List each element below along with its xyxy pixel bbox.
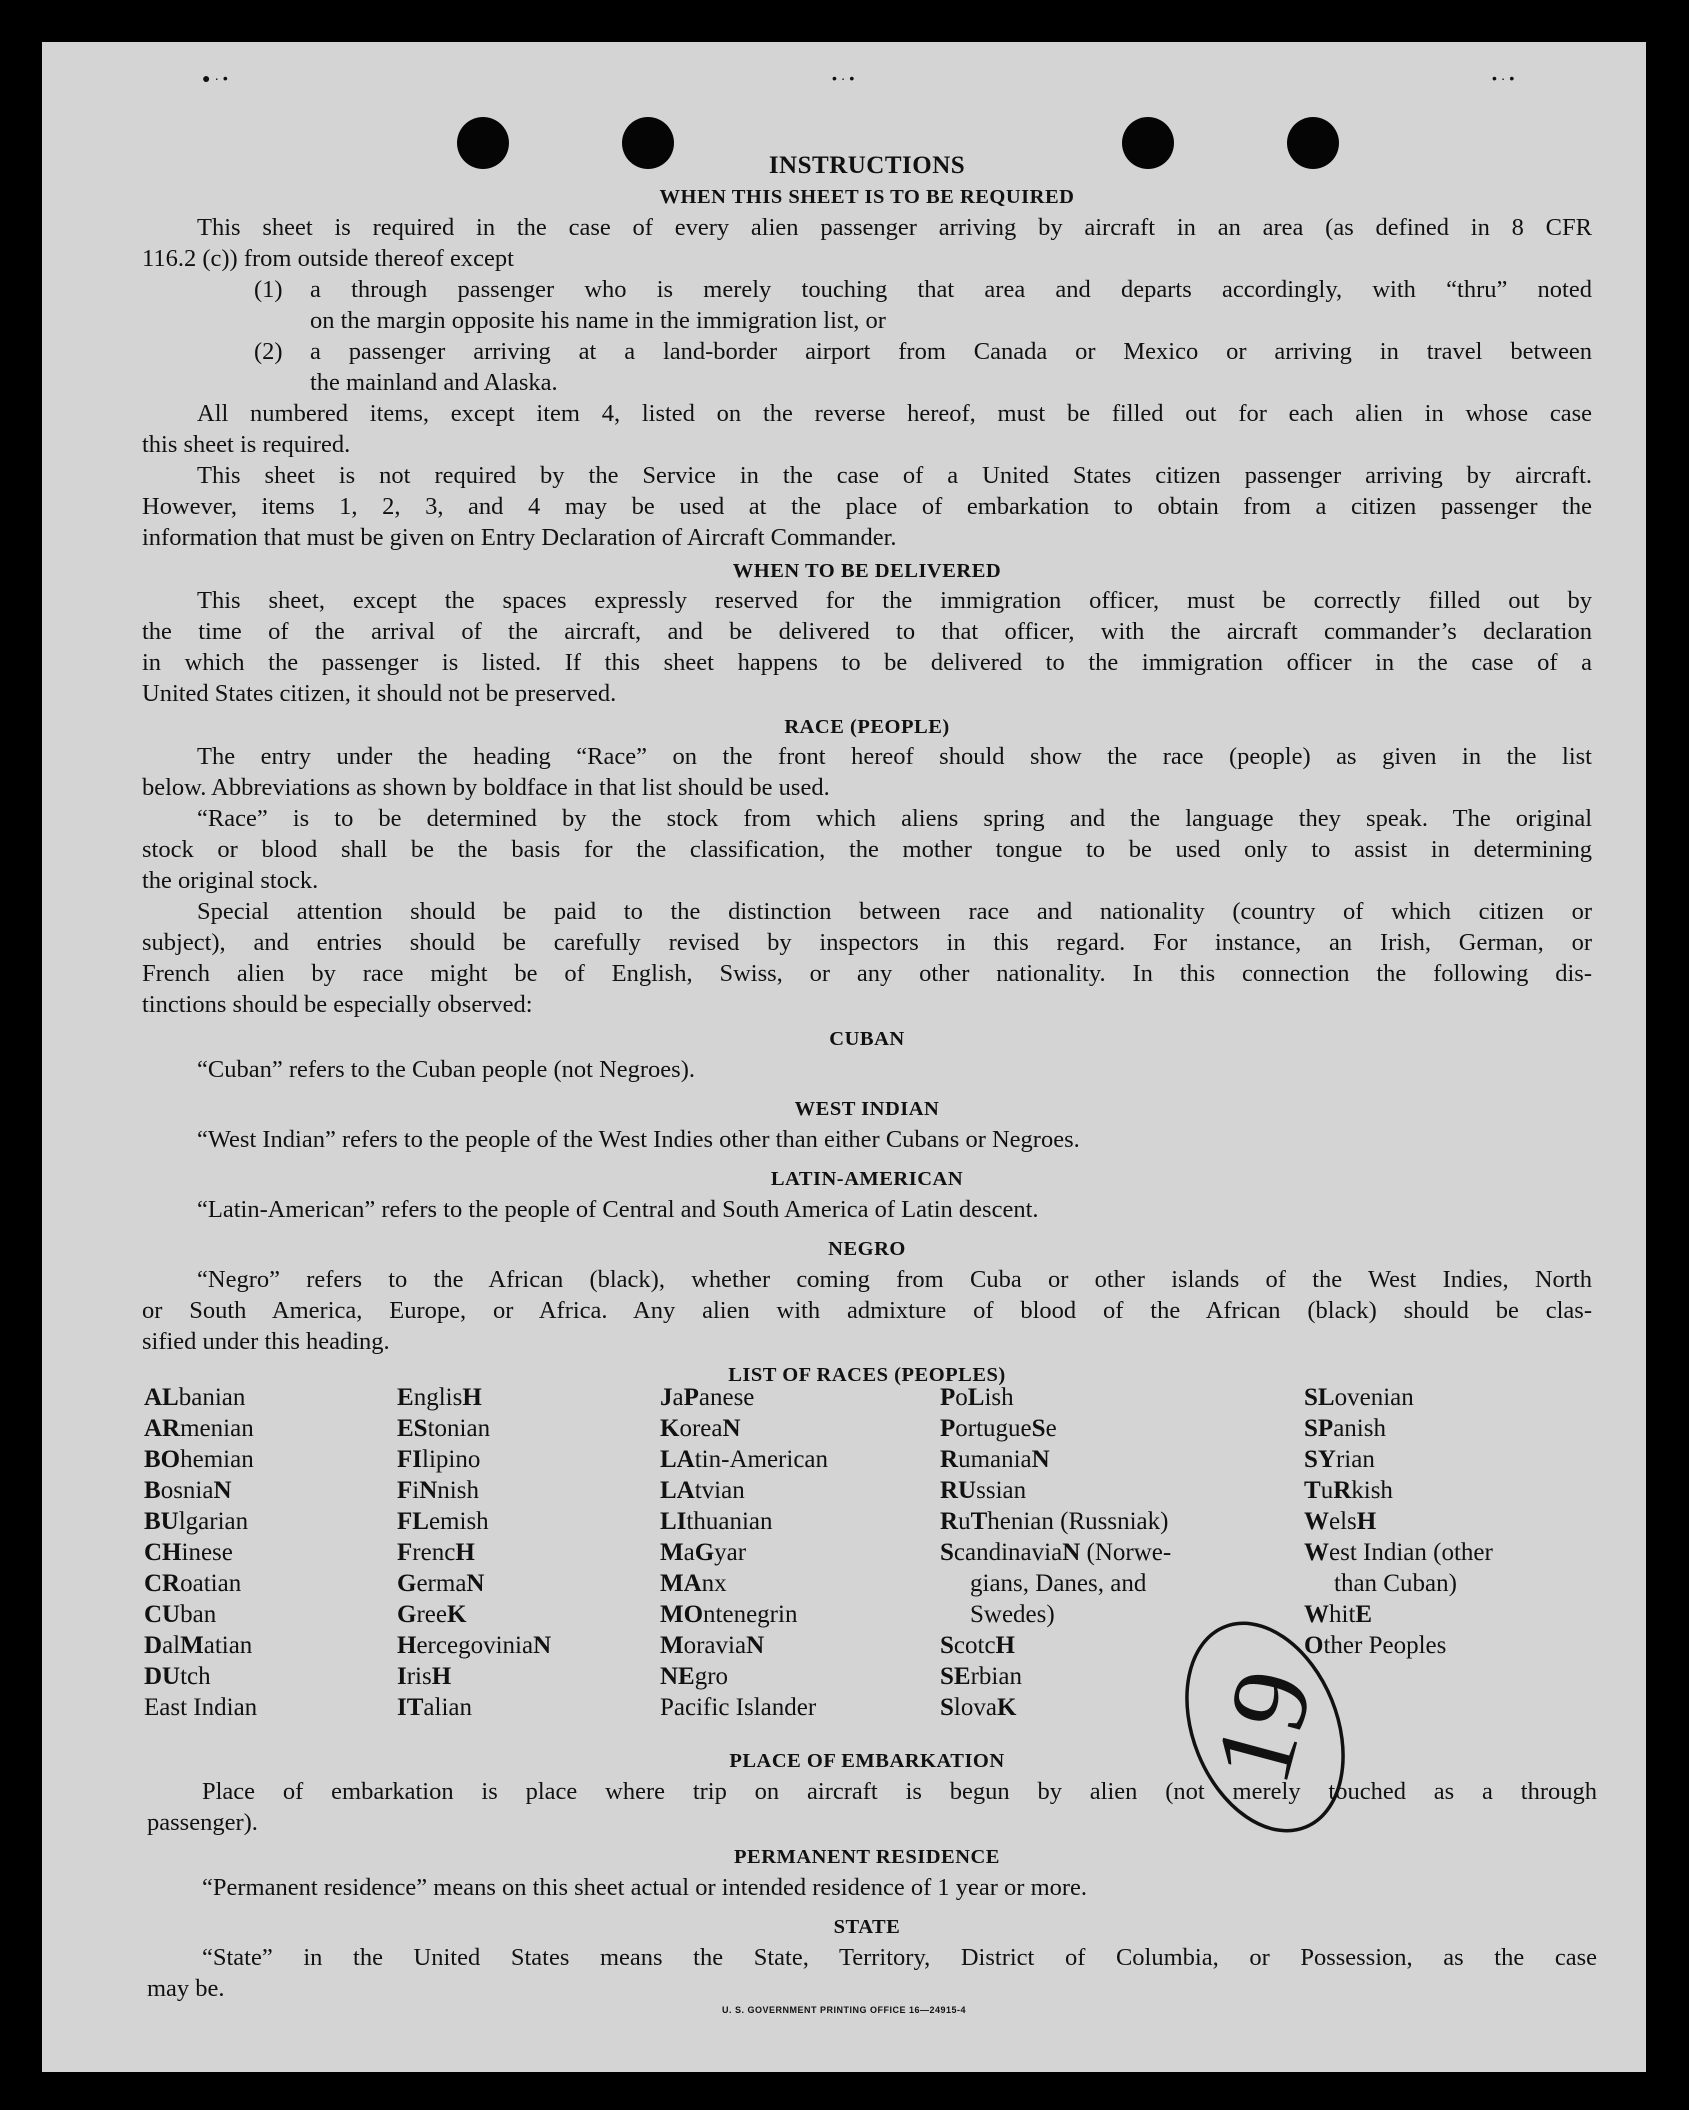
race-abbreviation: MA xyxy=(660,1570,702,1597)
race-name: than Cuban) xyxy=(1334,1570,1457,1597)
paragraph-line: 116.2 (c)) from outside thereof except xyxy=(142,245,514,272)
section-heading: LATIN-AMERICAN xyxy=(770,1168,964,1190)
race-entry xyxy=(940,1506,1280,1537)
race-entry xyxy=(1304,1537,1594,1568)
race-name: emish xyxy=(428,1508,489,1535)
race-abbreviation: W xyxy=(1304,1601,1329,1628)
race-abbreviation: S xyxy=(940,1539,954,1566)
race-abbreviation: W xyxy=(1304,1539,1329,1566)
scan-mark: ● · • xyxy=(202,70,228,86)
race-abbreviation: L xyxy=(967,1384,985,1411)
race-name: nish xyxy=(437,1477,479,1504)
paragraph-line: “Cuban” refers to the Cuban people (not Negroes). xyxy=(197,1056,695,1083)
race-abbreviation: S xyxy=(940,1632,954,1659)
race-name: renc xyxy=(412,1539,456,1566)
paragraph-line: However, items 1, 2, 3, and 4 may be used at the place of embarkation to obtain from a citizen passenger the xyxy=(142,493,1592,520)
section-heading: WEST INDIAN xyxy=(794,1098,940,1120)
race-abbreviation: NE xyxy=(660,1663,695,1690)
race-entry xyxy=(144,1475,374,1506)
race-entry xyxy=(660,1475,920,1506)
race-abbreviation: SP xyxy=(1304,1415,1334,1442)
section-heading: STATE xyxy=(833,1916,901,1938)
race-name: atian xyxy=(203,1632,253,1659)
race-name: al xyxy=(162,1632,181,1659)
section-heading: NEGRO xyxy=(828,1238,906,1260)
section-heading: CUBAN xyxy=(829,1028,905,1050)
race-abbreviation: LI xyxy=(660,1508,687,1535)
paragraph-line: “State” in the United States means the State, Territory, District of Columbia, or Possession, as the case xyxy=(202,1944,1597,1971)
race-abbreviation: G xyxy=(397,1570,417,1597)
race-entry xyxy=(397,1599,647,1630)
race-entry xyxy=(144,1630,374,1661)
paragraph-line: This sheet is required in the case of every alien passenger arriving by aircraft in an area (as defined in 8 CFR xyxy=(197,214,1592,241)
paragraph-line: the mainland and Alaska. xyxy=(310,369,558,396)
section-heading: RACE (PEOPLE) xyxy=(784,716,950,738)
paragraph-line: in which the passenger is listed. If this sheet happens to be delivered to the immigration officer in the case of a xyxy=(142,649,1592,676)
race-entry xyxy=(660,1537,920,1568)
race-name: Swedes) xyxy=(970,1601,1055,1628)
race-name: tin-American xyxy=(694,1446,829,1473)
race-entry xyxy=(660,1661,920,1692)
race-abbreviation: G xyxy=(397,1601,417,1628)
race-name: henian (Russniak) xyxy=(987,1508,1169,1535)
paragraph-line: “West Indian” refers to the people of the West Indies other than either Cubans or Negroes. xyxy=(197,1126,1080,1153)
race-name: inese xyxy=(181,1539,233,1566)
race-abbreviation: SL xyxy=(1304,1384,1335,1411)
race-entry xyxy=(1304,1413,1594,1444)
race-name: (Norwe- xyxy=(1080,1539,1172,1566)
race-column xyxy=(660,1382,920,1723)
race-entry xyxy=(660,1630,920,1661)
race-column xyxy=(397,1382,647,1723)
race-abbreviation: R xyxy=(940,1446,959,1473)
race-abbreviation: MO xyxy=(660,1601,704,1628)
race-abbreviation: ES xyxy=(397,1415,428,1442)
race-name: nglis xyxy=(413,1384,463,1411)
race-entry xyxy=(397,1568,647,1599)
race-abbreviation: CU xyxy=(144,1601,181,1628)
race-abbreviation: P xyxy=(683,1384,699,1411)
race-name: kish xyxy=(1351,1477,1393,1504)
race-abbreviation: E xyxy=(1355,1601,1373,1628)
race-entry xyxy=(660,1382,920,1413)
race-abbreviation: N xyxy=(746,1632,765,1659)
race-abbreviation: R xyxy=(940,1508,959,1535)
section-heading: WHEN TO BE DELIVERED xyxy=(732,560,1002,582)
race-abbreviation: N xyxy=(1062,1539,1081,1566)
race-entry xyxy=(660,1444,920,1475)
race-abbreviation: BO xyxy=(144,1446,181,1473)
race-entry xyxy=(940,1568,1280,1599)
paragraph-line: a passenger arriving at a land-border airport from Canada or Mexico or arriving in travel between xyxy=(310,338,1592,365)
race-abbreviation: AL xyxy=(144,1384,179,1411)
section-heading: PLACE OF EMBARKATION xyxy=(729,1750,1005,1772)
race-abbreviation: DU xyxy=(144,1663,181,1690)
race-abbreviation: SY xyxy=(1304,1446,1336,1473)
race-name: lgarian xyxy=(178,1508,249,1535)
race-entry xyxy=(1304,1444,1594,1475)
race-abbreviation: M xyxy=(660,1539,684,1566)
race-abbreviation: M xyxy=(660,1632,684,1659)
race-abbreviation: N xyxy=(533,1632,552,1659)
race-name: banian xyxy=(178,1384,246,1411)
race-entry xyxy=(660,1568,920,1599)
race-entry xyxy=(660,1599,920,1630)
race-abbreviation: N xyxy=(213,1477,232,1504)
race-abbreviation: S xyxy=(1031,1415,1046,1442)
race-entry xyxy=(144,1382,374,1413)
race-entry xyxy=(1304,1382,1594,1413)
race-entry xyxy=(660,1413,920,1444)
race-name: orea xyxy=(679,1415,723,1442)
paragraph-line: The entry under the heading “Race” on the front hereof should show the race (people) as given in the list xyxy=(197,743,1592,770)
race-name: ortugue xyxy=(955,1415,1032,1442)
race-abbreviation: N xyxy=(722,1415,741,1442)
paragraph-line: on the margin opposite his name in the immigration list, or xyxy=(310,307,886,334)
paragraph-line: information that must be given on Entry Declaration of Aircraft Commander. xyxy=(142,524,897,551)
race-abbreviation: N xyxy=(466,1570,485,1597)
paragraph-line: the original stock. xyxy=(142,867,319,894)
paragraph-line: a through passenger who is merely touching that area and departs accordingly, with “thru” noted xyxy=(310,276,1592,303)
race-abbreviation: SE xyxy=(940,1663,971,1690)
paragraph-line: Place of embarkation is place where trip on aircraft is begun by alien (not merely touched as a through xyxy=(202,1778,1597,1805)
race-name: umania xyxy=(958,1446,1032,1473)
race-name: alian xyxy=(423,1694,472,1721)
race-name: oravia xyxy=(683,1632,747,1659)
race-name: est Indian (other xyxy=(1329,1539,1493,1566)
race-name: Pacific Islander xyxy=(660,1694,817,1721)
race-abbreviation: T xyxy=(970,1508,988,1535)
race-name: menian xyxy=(180,1415,254,1442)
race-entry xyxy=(940,1475,1280,1506)
race-abbreviation: RU xyxy=(940,1477,977,1504)
race-entry xyxy=(1304,1568,1594,1599)
race-abbreviation: F xyxy=(397,1477,413,1504)
paragraph-line: “Latin-American” refers to the people of Central and South America of Latin descent. xyxy=(197,1196,1039,1223)
paragraph-line: tinctions should be especially observed: xyxy=(142,991,533,1018)
race-abbreviation: T xyxy=(1304,1477,1321,1504)
paragraph-line: this sheet is required. xyxy=(142,431,351,458)
race-name: o xyxy=(955,1384,968,1411)
race-abbreviation: H xyxy=(455,1539,475,1566)
race-name: rbian xyxy=(970,1663,1022,1690)
race-abbreviation: K xyxy=(446,1601,467,1628)
race-entry xyxy=(1304,1506,1594,1537)
race-abbreviation: J xyxy=(660,1384,673,1411)
race-name: ther Peoples xyxy=(1323,1632,1447,1659)
race-name: erma xyxy=(416,1570,467,1597)
paragraph-line: below. Abbreviations as shown by boldface in that list should be used. xyxy=(142,774,830,801)
paragraph-line: passenger). xyxy=(147,1809,258,1836)
race-entry xyxy=(144,1568,374,1599)
paragraph-line: “Race” is to be determined by the stock from which aliens spring and the language they speak. The original xyxy=(197,805,1592,832)
race-name: ntenegrin xyxy=(703,1601,798,1628)
race-entry xyxy=(397,1661,647,1692)
race-abbreviation: S xyxy=(940,1694,954,1721)
race-name: ban xyxy=(180,1601,217,1628)
race-entry xyxy=(940,1537,1280,1568)
race-name: hit xyxy=(1329,1601,1356,1628)
race-name: ercegovinia xyxy=(416,1632,534,1659)
race-abbreviation: CR xyxy=(144,1570,181,1597)
race-abbreviation: H xyxy=(397,1632,417,1659)
section-heading: LIST OF RACES (PEOPLES) xyxy=(728,1364,1006,1386)
race-entry xyxy=(144,1692,374,1723)
paragraph-line: sified under this heading. xyxy=(142,1328,390,1355)
race-entry xyxy=(397,1382,647,1413)
race-abbreviation: W xyxy=(1304,1508,1329,1535)
paragraph-line: “Negro” refers to the African (black), whether coming from Cuba or other islands of the West Indies, North xyxy=(197,1266,1592,1293)
race-name: a xyxy=(672,1384,684,1411)
paragraph-line: subject), and entries should be carefully revised by inspectors in this regard. For instance, an Irish, German, or xyxy=(142,929,1592,956)
paragraph-line: This sheet, except the spaces expressly reserved for the immigration officer, must be correctly filled out by xyxy=(197,587,1592,614)
race-name: yar xyxy=(714,1539,747,1566)
race-name: rian xyxy=(1335,1446,1375,1473)
race-abbreviation: G xyxy=(694,1539,715,1566)
race-entry xyxy=(144,1599,374,1630)
race-abbreviation: FI xyxy=(397,1446,422,1473)
race-abbreviation: N xyxy=(419,1477,438,1504)
race-abbreviation: H xyxy=(431,1663,452,1690)
race-name: gians, Danes, and xyxy=(970,1570,1147,1597)
race-entry xyxy=(940,1413,1280,1444)
paragraph-line: stock or blood shall be the basis for the classification, the mother tongue to be used only to assist in determining xyxy=(142,836,1592,863)
race-abbreviation: CH xyxy=(144,1539,182,1566)
race-name: East Indian xyxy=(144,1694,258,1721)
list-number: (1) xyxy=(254,276,283,303)
race-name: lipino xyxy=(422,1446,481,1473)
race-entry xyxy=(144,1661,374,1692)
race-abbreviation: N xyxy=(1031,1446,1050,1473)
paragraph-line: This sheet is not required by the Service in the case of a United States citizen passenger arriving by aircraft. xyxy=(197,462,1592,489)
race-abbreviation: K xyxy=(660,1415,680,1442)
paragraph-line: the time of the arrival of the aircraft, and be delivered to that officer, with the aircraft commander’s declaration xyxy=(142,618,1592,645)
race-entry xyxy=(397,1475,647,1506)
race-abbreviation: B xyxy=(144,1477,161,1504)
race-name: tch xyxy=(180,1663,211,1690)
race-abbreviation: H xyxy=(1356,1508,1377,1535)
race-entry xyxy=(397,1630,647,1661)
race-name: ris xyxy=(406,1663,432,1690)
race-abbreviation: I xyxy=(397,1663,407,1690)
race-abbreviation: LA xyxy=(660,1477,695,1504)
race-name: oatian xyxy=(180,1570,242,1597)
paragraph-line: “Permanent residence” means on this sheet actual or intended residence of 1 year or more. xyxy=(202,1874,1088,1901)
race-name: a xyxy=(683,1539,695,1566)
race-abbreviation: E xyxy=(397,1384,414,1411)
race-name: ssian xyxy=(976,1477,1027,1504)
race-abbreviation: K xyxy=(996,1694,1017,1721)
race-name: thuanian xyxy=(686,1508,773,1535)
scan-mark: • · • xyxy=(832,70,855,86)
race-abbreviation: H xyxy=(462,1384,482,1411)
race-entry xyxy=(397,1692,647,1723)
paragraph-line: Special attention should be paid to the distinction between race and nationality (country of which citizen or xyxy=(197,898,1592,925)
document-page xyxy=(42,42,1646,2072)
race-entry xyxy=(940,1382,1280,1413)
section-heading: WHEN THIS SHEET IS TO BE REQUIRED xyxy=(659,186,1075,208)
race-entry xyxy=(940,1444,1280,1475)
page-title: INSTRUCTIONS xyxy=(768,152,966,179)
race-entry xyxy=(144,1537,374,1568)
race-entry xyxy=(660,1692,920,1723)
section-heading: PERMANENT RESIDENCE xyxy=(734,1846,1000,1868)
race-name: tonian xyxy=(427,1415,491,1442)
race-entry xyxy=(397,1506,647,1537)
race-entry xyxy=(660,1506,920,1537)
race-name: ovenian xyxy=(1334,1384,1414,1411)
race-abbreviation: AR xyxy=(144,1415,181,1442)
race-abbreviation: P xyxy=(940,1384,956,1411)
race-name: ree xyxy=(416,1601,447,1628)
race-name: e xyxy=(1045,1415,1057,1442)
race-name: anese xyxy=(698,1384,755,1411)
race-entry xyxy=(1304,1475,1594,1506)
race-abbreviation: R xyxy=(1333,1477,1352,1504)
race-entry xyxy=(397,1537,647,1568)
race-abbreviation: FL xyxy=(397,1508,429,1535)
race-abbreviation: BU xyxy=(144,1508,179,1535)
race-name: i xyxy=(412,1477,420,1504)
paragraph-line: or South America, Europe, or Africa. Any alien with admixture of blood of the African (black) should be clas- xyxy=(142,1297,1592,1324)
scan-mark: • · • xyxy=(1492,70,1515,86)
race-abbreviation: H xyxy=(995,1632,1015,1659)
race-name: cotc xyxy=(953,1632,996,1659)
race-entry xyxy=(144,1506,374,1537)
race-abbreviation: F xyxy=(397,1539,413,1566)
race-abbreviation: D xyxy=(144,1632,163,1659)
race-name: osnia xyxy=(160,1477,214,1504)
race-name: u xyxy=(958,1508,971,1535)
paragraph-line: United States citizen, it should not be preserved. xyxy=(142,680,617,707)
race-entry xyxy=(397,1444,647,1475)
race-entry xyxy=(144,1413,374,1444)
race-name: els xyxy=(1329,1508,1357,1535)
race-abbreviation: IT xyxy=(397,1694,424,1721)
race-name: u xyxy=(1320,1477,1334,1504)
race-name: lova xyxy=(953,1694,997,1721)
paragraph-line: All numbered items, except item 4, listed on the reverse hereof, must be filled out for each alien in whose case xyxy=(197,400,1592,427)
race-name: tvian xyxy=(694,1477,745,1504)
race-entry xyxy=(144,1444,374,1475)
race-name: anish xyxy=(1333,1415,1386,1442)
race-entry xyxy=(397,1413,647,1444)
paragraph-line: French alien by race might be of English, Swiss, or any other nationality. In this connection the following dis- xyxy=(142,960,1592,987)
race-name: ish xyxy=(984,1384,1014,1411)
handwritten-number: 19 xyxy=(1189,1657,1337,1796)
race-name: nx xyxy=(701,1570,727,1597)
printer-imprint: U. S. GOVERNMENT PRINTING OFFICE 16—24915-4 xyxy=(721,2005,967,2015)
race-name: gro xyxy=(694,1663,729,1690)
race-name: hemian xyxy=(180,1446,254,1473)
paragraph-line: may be. xyxy=(147,1975,225,2002)
list-number: (2) xyxy=(254,338,283,365)
race-abbreviation: P xyxy=(940,1415,956,1442)
race-abbreviation: O xyxy=(1304,1632,1324,1659)
race-abbreviation: LA xyxy=(660,1446,695,1473)
race-abbreviation: M xyxy=(180,1632,204,1659)
race-name: candinavia xyxy=(953,1539,1063,1566)
race-column xyxy=(144,1382,374,1723)
